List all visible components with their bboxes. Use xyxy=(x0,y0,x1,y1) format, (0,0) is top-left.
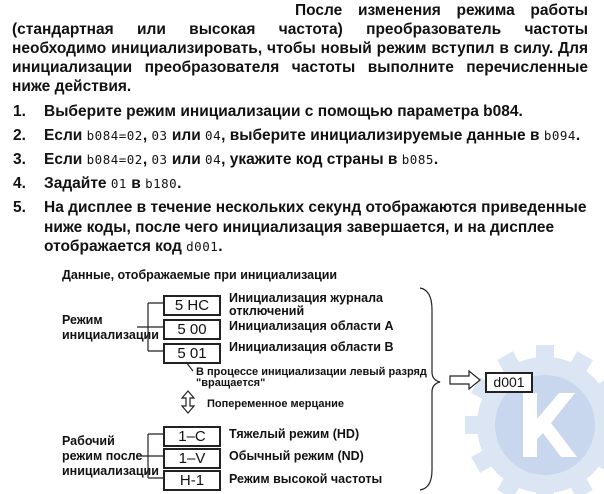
step-text: Выберите режим инициализации с помощью параметра b084. xyxy=(44,103,523,120)
work-mode-desc: Обычный режим (ND) xyxy=(229,449,364,463)
step-number: 3. xyxy=(13,151,26,168)
step-number: 5. xyxy=(13,199,26,216)
diagram-title: Данные, отображаемые при инициализации xyxy=(62,268,338,282)
segment-code: b084=02 xyxy=(86,152,143,167)
bracket-lines xyxy=(137,303,163,351)
segment-code: b180 xyxy=(145,176,178,191)
arrow-right-icon xyxy=(450,371,480,389)
rotation-note: В процессе инициализации левый разряд "вращается" xyxy=(196,366,427,389)
brace-icon xyxy=(420,288,440,490)
step-number: 1. xyxy=(13,103,26,120)
code-desc: Инициализация журнала отключений xyxy=(229,291,383,318)
step-text: На дисплее в течение нескольких секунд отображаются приведенные ниже коды, после чего инициализация завершается, и на дисплее отображается код d001. xyxy=(44,199,587,255)
up-down-arrow-icon xyxy=(182,391,194,413)
segment-code: 03 xyxy=(151,152,168,167)
segment-code: d001 xyxy=(186,239,219,254)
step-text: Задайте 01 в b180. xyxy=(44,175,182,192)
code-box: 5 01 xyxy=(163,343,221,364)
segment-code: b094 xyxy=(543,128,576,143)
segment-code: 03 xyxy=(151,128,168,143)
code-box: 5 00 xyxy=(163,319,221,340)
step-text: Если b084=02, 03 или 04, укажите код страны в b085. xyxy=(44,151,439,168)
code-box: 5 HC xyxy=(163,295,221,316)
blink-label: Попеременное мерцание xyxy=(207,398,345,410)
work-code-box: H-1 xyxy=(163,470,221,491)
work-mode-label: Рабочий режим после инициализации xyxy=(62,434,159,478)
segment-code: b085 xyxy=(401,152,434,167)
bracket-lines xyxy=(137,434,163,478)
step-number: 2. xyxy=(13,127,26,144)
work-code-box: 1–C xyxy=(163,426,221,447)
code-desc: Инициализация области B xyxy=(229,340,394,354)
segment-code: 04 xyxy=(205,152,222,167)
step-number: 4. xyxy=(13,175,26,192)
segment-code: 01 xyxy=(110,176,127,191)
segment-code: 04 xyxy=(205,128,222,143)
work-mode-desc: Режим высокой частоты xyxy=(229,472,383,486)
mode-label: Режим инициализации xyxy=(62,313,159,342)
work-code-box: 1–V xyxy=(163,448,221,469)
note-pointer xyxy=(186,362,193,371)
work-mode-desc: Тяжелый режим (HD) xyxy=(229,427,360,441)
result-code-box: d001 xyxy=(485,372,533,393)
segment-code: b084=02 xyxy=(86,128,143,143)
code-desc: Инициализация области A xyxy=(229,319,394,333)
step-text: Если b084=02, 03 или 04, выберите инициализируемые данные в b094. xyxy=(44,127,581,144)
intro-paragraph: После изменения режима работы (стандартная или высокая частота) преобразователь частоты необходимо инициализировать, чтобы новый режим вступил в силу. Для инициализации преобразователя частоты выполните перечисленные ниже действия. xyxy=(12,2,588,95)
